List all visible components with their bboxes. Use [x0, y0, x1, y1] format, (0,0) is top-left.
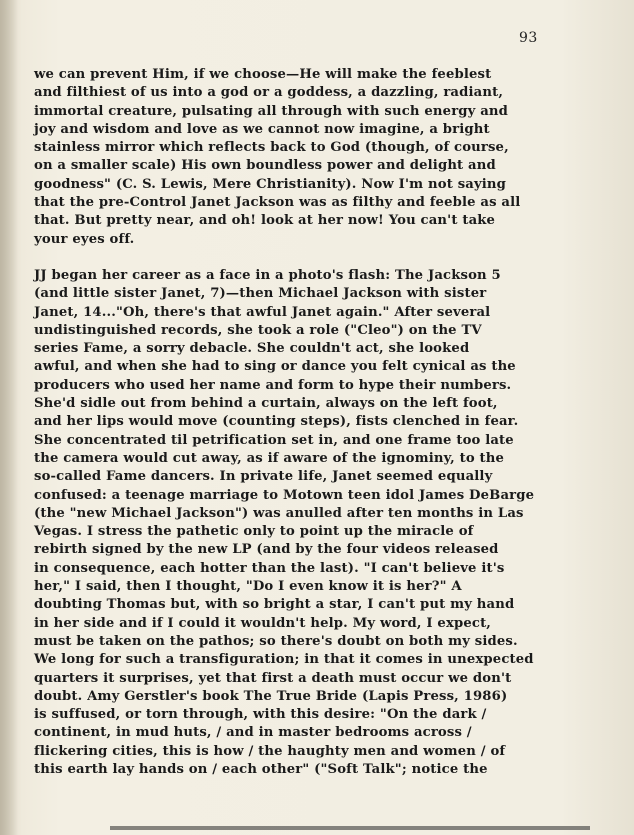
text-line: so-called Fame dancers. In private life, Janet seemed equally	[34, 469, 493, 485]
text-line: producers who used her name and form to hype their numbers.	[34, 377, 512, 393]
text-line: doubt. Amy Gerstler's book The True Bride (Lapis Press, 1986)	[34, 688, 508, 704]
text-line: She'd sidle out from behind a curtain, always on the left foot,	[34, 396, 498, 412]
text-line: undistinguished records, she took a role ("Cleo") on the TV	[34, 322, 482, 338]
text-line: rebirth signed by the new LP (and by the four videos released	[34, 542, 499, 558]
text-line: must be taken on the pathos; so there's doubt on both my sides.	[34, 633, 518, 649]
text-line: this earth lay hands on / each other" ("Soft Talk"; notice the	[34, 762, 488, 778]
text-line: confused: a teenage marriage to Motown teen idol James DeBarge	[34, 487, 535, 503]
text-line: series Fame, a sorry debacle. She couldn't act, she looked	[34, 341, 470, 357]
text-line: your eyes off.	[34, 231, 135, 247]
text-line: Janet, 14..."Oh, there's that awful Janet again." After several	[34, 304, 491, 320]
page-gutter-shadow	[0, 0, 18, 835]
text-line: doubting Thomas but, with so bright a star, I can't put my hand	[34, 597, 515, 613]
text-line: the camera would cut away, as if aware of the ignominy, to the	[34, 450, 505, 466]
paragraph-1	[34, 66, 594, 249]
text-line: Vegas. I stress the pathetic only to point up the miracle of	[34, 524, 474, 540]
text-line: is suffused, or torn through, with this desire: "On the dark /	[34, 707, 487, 723]
page-number: 93	[519, 30, 538, 46]
text-line: awful, and when she had to sing or dance you felt cynical as the	[34, 359, 516, 375]
text-line: we can prevent Him, if we choose—He will make the feeblest	[34, 67, 492, 82]
text-line: (the "new Michael Jackson") was anulled after ten months in Las	[34, 505, 524, 521]
text-line: quarters it surprises, yet that first a death must occur we don't	[34, 670, 512, 686]
text-line: We long for such a transfiguration; in that it comes in unexpected	[34, 652, 534, 668]
text-line: in consequence, each hotter than the last). "I can't believe it's	[34, 560, 505, 576]
text-line: goodness" (C. S. Lewis, Mere Christianity). Now I'm not saying	[34, 176, 507, 192]
page-bottom-edge	[110, 826, 590, 830]
text-line: JJ began her career as a face in a photo's flash: The Jackson 5	[34, 268, 501, 283]
text-line: on a smaller scale) His own boundless power and delight and	[34, 158, 496, 174]
text-line: continent, in mud huts, / and in master bedrooms across /	[34, 725, 472, 741]
text-line: stainless mirror which reflects back to God (though, of course,	[34, 140, 509, 156]
text-line: that. But pretty near, and oh! look at her now! You can't take	[34, 213, 496, 229]
text-line: (and little sister Janet, 7)—then Michael Jackson with sister	[34, 286, 487, 302]
text-line: her," I said, then I thought, "Do I even know it is her?" A	[34, 579, 462, 595]
paragraph-2	[34, 267, 594, 779]
text-line: that the pre-Control Janet Jackson was as filthy and feeble as all	[34, 195, 521, 211]
text-line: joy and wisdom and love as we cannot now imagine, a bright	[34, 121, 490, 137]
text-line: immortal creature, pulsating all through with such energy and	[34, 103, 509, 119]
text-line: in her side and if I could it wouldn't help. My word, I expect,	[34, 615, 492, 631]
text-line: flickering cities, this is how / the haughty men and women / of	[34, 743, 506, 759]
text-line: and her lips would move (counting steps), fists clenched in fear.	[34, 414, 519, 430]
text-line: She concentrated til petrification set in, and one frame too late	[34, 432, 514, 448]
text-line: and filthiest of us into a god or a goddess, a dazzling, radiant,	[34, 85, 504, 101]
